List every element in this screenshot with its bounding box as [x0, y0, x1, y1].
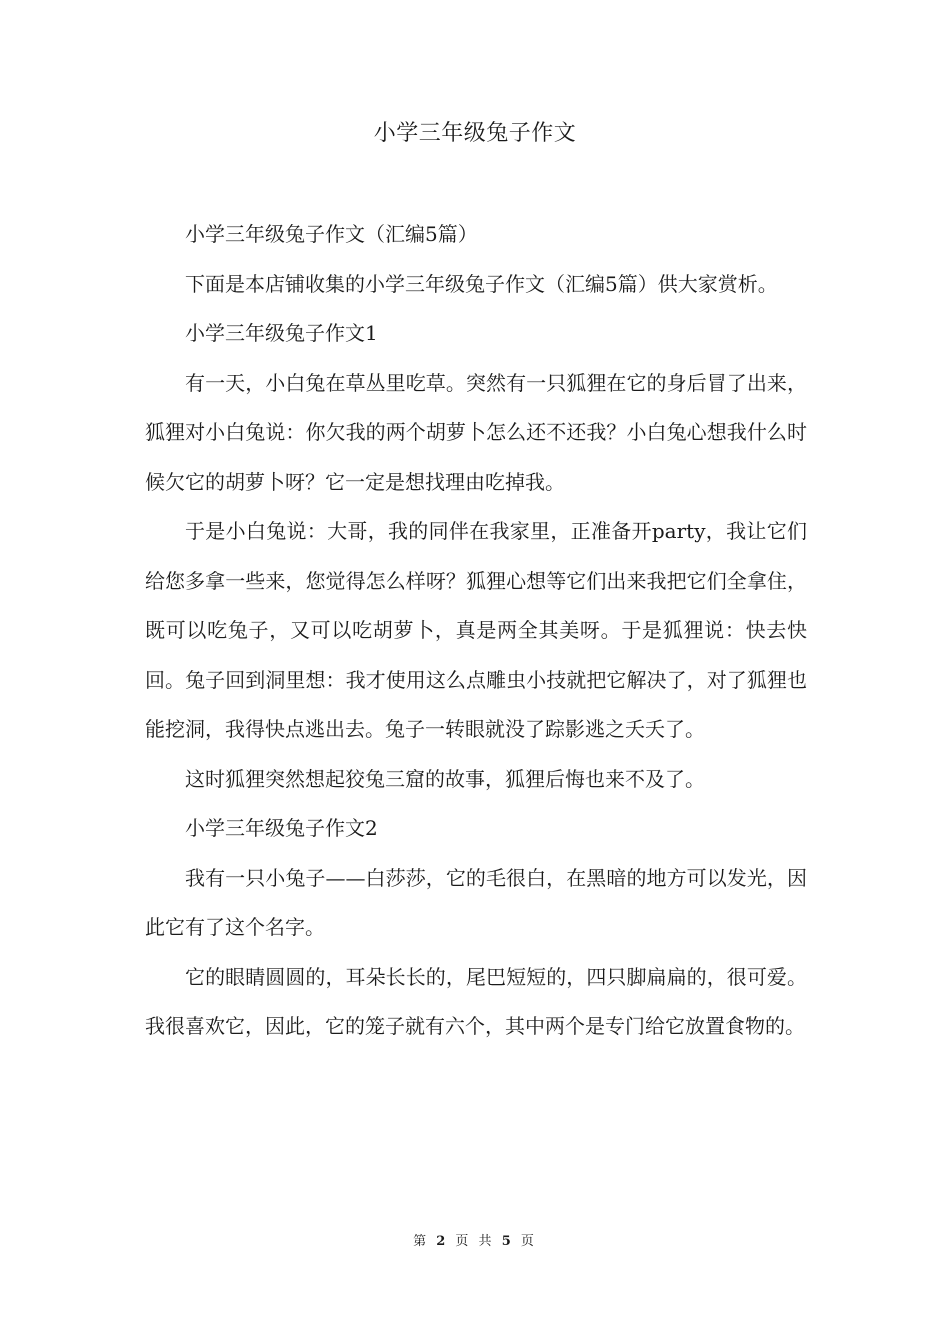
paragraph-intro: 下面是本店铺收集的小学三年级兔子作文（汇编5篇）供大家赏析。: [185, 271, 778, 296]
footer-total-pages: 5: [501, 1234, 514, 1249]
footer-prefix: 第: [413, 1234, 430, 1249]
footer-suffix: 页: [520, 1234, 537, 1249]
footer-current-page: 2: [436, 1234, 449, 1249]
footer-middle: 页 共: [455, 1234, 495, 1249]
document-body: [145, 210, 807, 1052]
paragraph-collection-title: 小学三年级兔子作文（汇编5篇）: [185, 222, 478, 246]
page-footer: [0, 1232, 950, 1252]
paragraph: 它的眼睛圆圆的，耳朵长长的，尾巴短短的，四只脚扁扁的，很可爱。我很喜欢它，因此，它的笼子就有六个，其中两个是专门给它放置食物的。: [145, 964, 807, 1038]
paragraph: 于是小白兔说：大哥，我的同伴在我家里，正准备开party，我让它们给您多拿一些来，您觉得怎么样呀？狐狸心想等它们出来我把它们全拿住，既可以吃兔子，又可以吃胡萝卜，真是两全其美呀。于是狐狸说：快去快回。兔子回到洞里想：我才使用这么点雕虫小技就把它解决了，对了狐狸也能挖洞，我得快点逃出去。兔子一转眼就没了踪影逃之夭夭了。: [145, 519, 807, 741]
paragraph: 有一天，小白兔在草丛里吃草。突然有一只狐狸在它的身后冒了出来，狐狸对小白兔说：你欠我的两个胡萝卜怎么还不还我？小白兔心想我什么时候欠它的胡萝卜呀？它一定是想找理由吃掉我。: [145, 370, 807, 494]
essay-heading-2: 小学三年级兔子作文2: [185, 816, 378, 840]
essay-heading-1: 小学三年级兔子作文1: [185, 321, 378, 345]
document-title: 小学三年级兔子作文: [373, 121, 577, 146]
paragraph: 这时狐狸突然想起狡兔三窟的故事，狐狸后悔也来不及了。: [185, 766, 705, 791]
paragraph: 我有一只小兔子——白莎莎，它的毛很白，在黑暗的地方可以发光，因此它有了这个名字。: [145, 865, 807, 939]
